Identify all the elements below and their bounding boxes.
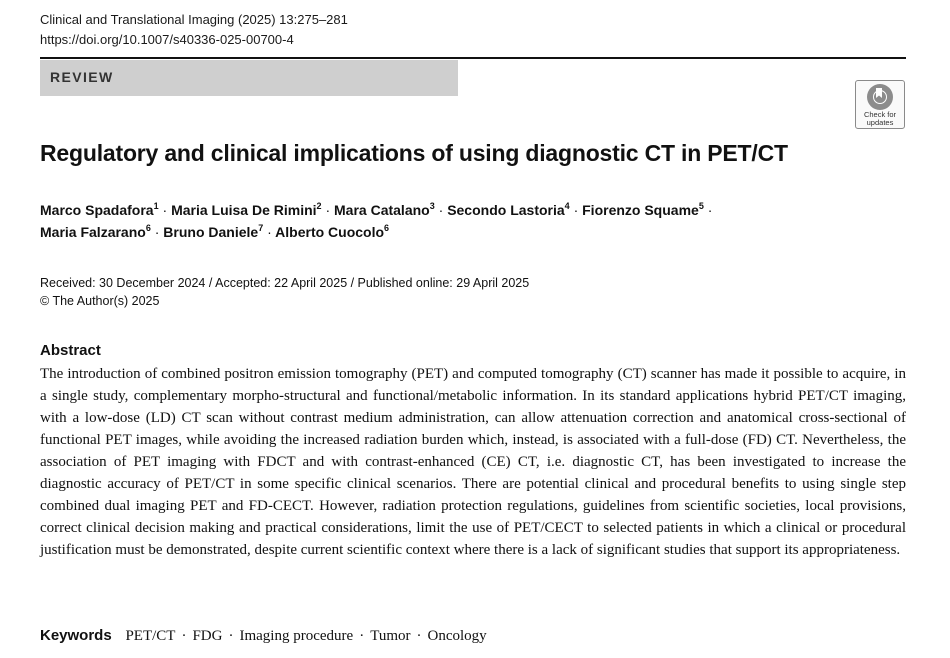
author-name[interactable]: Maria Falzarano$^6$	[40, 223, 151, 240]
author-name[interactable]: Bruno Daniele$^7$	[163, 223, 264, 240]
abstract-heading: Abstract	[40, 342, 101, 359]
author-separator: ·	[438, 202, 444, 218]
author-list	[40, 199, 900, 243]
keyword-separator: ·	[228, 628, 234, 644]
article-type-band	[40, 60, 458, 96]
author-name[interactable]: Marco Spadafora$^1$	[40, 201, 159, 218]
author-line-1	[40, 199, 900, 221]
badge-line-2: updates	[866, 118, 894, 127]
keyword-separator: ·	[181, 628, 187, 644]
keywords-label: Keywords	[40, 627, 112, 644]
article-title: Regulatory and clinical implications of using diagnostic CT in PET/CT	[40, 140, 788, 166]
doi-link[interactable]: https://doi.org/10.1007/s40336-025-00700-4	[40, 32, 294, 47]
journal-citation: Clinical and Translational Imaging (2025) 13:275–281	[40, 12, 348, 27]
publication-history	[40, 274, 529, 310]
author-separator: ·	[154, 224, 160, 240]
journal-header	[40, 10, 348, 50]
author-name[interactable]: Maria Luisa De Rimini$^2$	[171, 201, 322, 218]
check-for-updates-badge[interactable]	[855, 80, 905, 129]
keyword[interactable]: Oncology	[427, 628, 487, 644]
copyright-line: © The Author(s) 2025	[40, 294, 160, 308]
author-name[interactable]: Mara Catalano$^3$	[334, 201, 435, 218]
author-separator: ·	[573, 202, 579, 218]
abstract-text: The introduction of combined positron emission tomography (PET) and computed tomography (CT) scanner has made it possible to acquire, in a single study, complementary morpho-structural and functional/metabolic information. In its standard applications hybrid PET/CT imaging, with a low-dose (LD) CT scan without contrast medium administration, can allow attenuation correction and anatomical cross-sectional of functional PET images, while avoiding the increased radiation burden which, instead, is associated with a full-dose (FD) CT. Nevertheless, the association of PET imaging with FDCT and with contrast-enhanced (CE) CT, i.e. diagnostic CT, has been investigated to increase the diagnostic accuracy of PET/CT in some specific clinical scenarios. There are potential clinical and procedural benefits to using single step combined dual imaging PET and FD-CECT. However, radiation protection regulations, guidelines from scientific societies, local provisions, correct clinical decision making and practical considerations, limit the use of PET/CECT to selected patients in which a clinical or procedural justification must be demonstrated, despite current scientific context where there is a lack of significant studies that support its appropriateness.	[40, 366, 906, 558]
keyword[interactable]: PET/CT	[125, 628, 176, 644]
author-line-2	[40, 221, 900, 243]
keyword-separator: ·	[416, 628, 422, 644]
author-name[interactable]: Fiorenzo Squame$^5$	[582, 201, 704, 218]
keyword[interactable]: Imaging procedure	[239, 628, 354, 644]
author-separator: ·	[707, 202, 713, 218]
keyword[interactable]: FDG	[192, 628, 223, 644]
dates-line: Received: 30 December 2024 / Accepted: 22 April 2025 / Published online: 29 April 2025	[40, 276, 530, 290]
header-rule	[40, 57, 906, 59]
author-name[interactable]: Secondo Lastoria$^4$	[447, 201, 570, 218]
keyword[interactable]: Tumor	[370, 628, 411, 644]
author-separator: ·	[325, 202, 331, 218]
check-updates-icon	[867, 84, 893, 110]
author-name[interactable]: Alberto Cuocolo$^6$	[275, 223, 390, 240]
author-separator: ·	[267, 224, 272, 240]
badge-line-1: Check for	[863, 110, 897, 119]
keywords-section	[40, 627, 487, 645]
keyword-separator: ·	[359, 628, 365, 644]
article-type-label: REVIEW	[50, 69, 114, 85]
author-separator: ·	[162, 202, 168, 218]
